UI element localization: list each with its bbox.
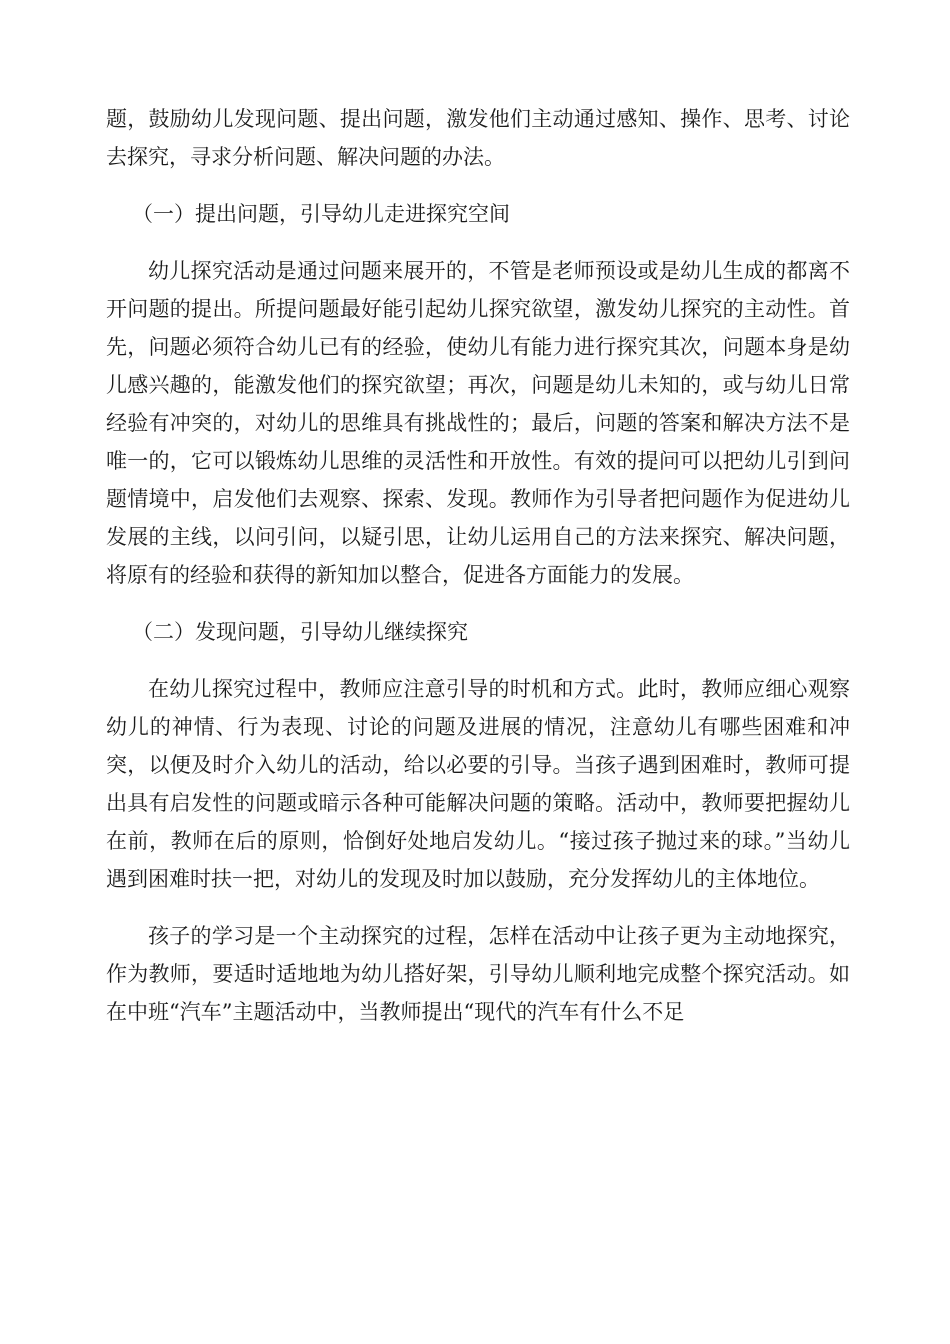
- section-heading-1: （一）提出问题，引导幼儿走进探究空间: [132, 202, 510, 226]
- paragraph-continuation: 题，鼓励幼儿发现问题、提出问题，激发他们主动通过感知、操作、思考、讨论去探究，寻求分析问题、解决问题的办法。: [106, 107, 850, 169]
- paragraph-active-learning: 孩子的学习是一个主动探究的过程，怎样在活动中让孩子更为主动地探究，作为教师，要适时适地地为幼儿搭好架，引导幼儿顺利地完成整个探究活动。如在中班“汽车”主题活动中，当教师提出“现代的汽车有什么不足: [106, 924, 850, 1024]
- paragraph-guidance: 在幼儿探究过程中，教师应注意引导的时机和方式。此时，教师应细心观察幼儿的神情、行为表现、讨论的问题及进展的情况，注意幼儿有哪些困难和冲突，以便及时介入幼儿的活动，给以必要的引导。当孩子遇到困难时，教师可提出具有启发性的问题或暗示各种可能解决问题的策略。活动中，教师要把握幼儿在前，教师在后的原则，恰倒好处地启发幼儿。“接过孩子抛过来的球。”当幼儿遇到困难时扶一把，对幼儿的发现及时加以鼓励，充分发挥幼儿的主体地位。: [106, 677, 850, 891]
- document-body: [106, 100, 850, 1031]
- section-heading-2: （二）发现问题，引导幼儿继续探究: [132, 620, 468, 644]
- paragraph-questioning: 幼儿探究活动是通过问题来展开的，不管是老师预设或是幼儿生成的都离不开问题的提出。所提问题最好能引起幼儿探究欲望，激发幼儿探究的主动性。首先，问题必须符合幼儿已有的经验，使幼儿有能力进行探究其次，问题本身是幼儿感兴趣的，能激发他们的探究欲望；再次，问题是幼儿未知的，或与幼儿日常经验有冲突的，对幼儿的思维具有挑战性的；最后，问题的答案和解决方法不是唯一的，它可以锻炼幼儿思维的灵活性和开放性。有效的提问可以把幼儿引到问题情境中，启发他们去观察、探索、发现。教师作为引导者把问题作为促进幼儿发展的主线，以问引问，以疑引思，让幼儿运用自己的方法来探究、解决问题，将原有的经验和获得的新知加以整合，促进各方面能力的发展。: [106, 259, 850, 587]
